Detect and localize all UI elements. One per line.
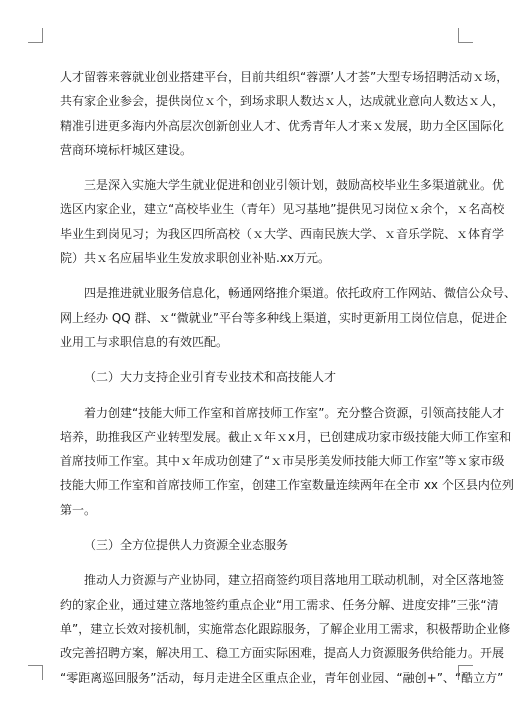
crop-mark-top-right: [458, 28, 473, 43]
text-line: 毕业生到岗见习；为我区四所高校（ｘ大学、西南民族大学、ｘ音乐学院、ｘ体育学: [60, 226, 505, 241]
text-line: 网上经办 QQ 群、ｘ“微就业”平台等多种线上渠道，实时更新用工岗位信息，促进企: [60, 310, 507, 325]
paragraph: [60, 401, 514, 522]
text-line: 培养，助推我区产业转型发展。截止ｘ年ｘx月，已创建成功家市级技能大师工作室和: [60, 429, 512, 444]
text-line: 约的家企业，通过建立落地签约重点企业“用工需求、任务分解、进度安排”三张“清: [60, 597, 499, 612]
text-line: 技能大师工作室和首席技师工作室，创建工作室数量连续两年在全市 xx 个区县内位列: [60, 478, 514, 493]
text-line: 共有家企业参会，提供岗位ｘ个，到场求职人数达ｘ人，达成就业意向人数达ｘ人，: [60, 94, 505, 109]
text-line: 着力创建“技能大师工作室和首席技师工作室”。充分整合资源，引领高技能人才: [60, 405, 505, 420]
text-line: 人才留蓉来蓉就业创业搭建平台，目前共组织“蓉漂’人才荟”大型专场招聘活动ｘ场，: [60, 70, 509, 84]
text-line: 四是推进就业服务信息化，畅通网络推介渠道。依托政府工作网站、微信公众号、: [60, 286, 516, 301]
paragraph: [60, 281, 516, 354]
crop-mark-bottom-left: [28, 665, 43, 680]
text-line: 第一。: [60, 502, 97, 517]
text-line: “零距离巡回服务”活动，每月走进全区重点企业，青年创业园、“融创+”、“酷立方”: [60, 670, 504, 685]
text-line: 三是深入实施大学生就业促进和创业引领计划，鼓励高校毕业生多渠道就业。优: [60, 178, 505, 193]
text-line: 院）共ｘ名应届毕业生发放求职创业补贴.xx万元。: [60, 251, 331, 266]
section-heading: （三）全方位提供人力资源全业态服务: [84, 538, 289, 553]
section-heading: （二）大力支持企业引育专业技术和高技能人才: [84, 370, 337, 385]
paragraph: [60, 568, 511, 689]
document-body: [60, 65, 516, 701]
text-line: 推动人力资源与产业协同，建立招商签约项目落地用工联动机制，对全区落地签: [60, 573, 505, 588]
paragraph: [60, 65, 509, 162]
paragraph: [60, 173, 505, 270]
text-line: 改完善招聘方案，解决用工、稳工方面实际困难，提高人力资源服务供给能力。开展: [60, 646, 505, 661]
text-line: 单”，建立长效对接机制，实施常态化跟踪服务，了解企业用工需求，积极帮助企业修: [60, 621, 511, 636]
text-line: 业用工与求职信息的有效匹配。: [60, 334, 229, 349]
text-line: 首席技师工作室。其中ｘ年成功创建了“ｘ市吴彤美发师技能大师工作室”等ｘ家市级: [60, 454, 505, 469]
text-line: 选区内家企业，建立“高校毕业生（青年）见习基地”提供见习岗位ｘ余个，ｘ名高校: [60, 202, 505, 217]
text-line: 营商环境标杆城区建设。: [60, 142, 193, 157]
text-line: 精准引进更多海内外高层次创新创业人才、优秀青年人才来ｘ发展，助力全区国际化: [60, 118, 505, 133]
crop-mark-top-left: [28, 28, 43, 43]
